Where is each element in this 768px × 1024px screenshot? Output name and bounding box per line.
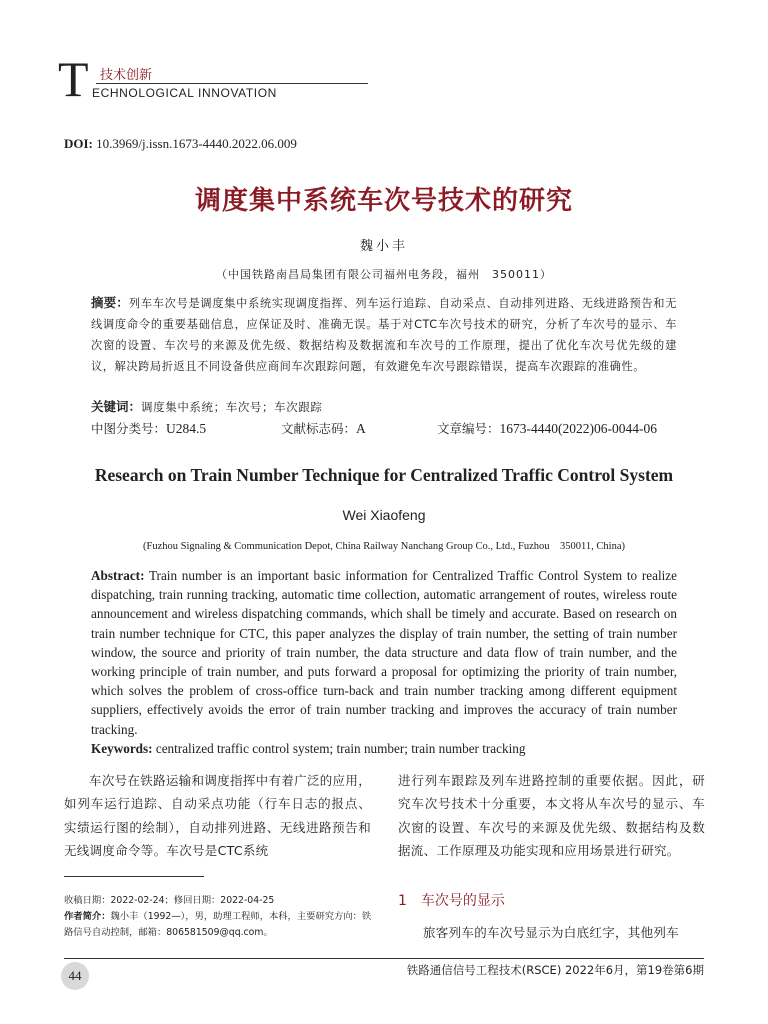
section-label-en: ECHNOLOGICAL INNOVATION xyxy=(92,86,277,100)
footnote xyxy=(64,893,374,941)
author-name-cn: 魏小丰 xyxy=(359,239,408,254)
abstract-cn-text: 列车车次号是调度集中系统实现调度指挥、列车运行追踪、自动采点、自动排列进路、无线进路预告和无线调度命令的重要基础信息，应保证及时、准确无误。基于对CTC车次号技术的研究，分析了车次号的显示、车次窗的设置、车次号的来源及优先级、数据结构及数据流和车次号的工作原理，提出了优化车次号优先级的建议，解决跨局折返且不同设备供应商间车次跟踪问题，有效避免车次号跟踪错误，提高车次跟踪的准确性。 xyxy=(91,297,677,373)
footer-divider xyxy=(64,958,704,959)
abstract-en xyxy=(91,566,677,739)
article-number-value: 1673-4440(2022)06-0044-06 xyxy=(499,421,657,436)
document-code-value: A xyxy=(356,421,366,436)
section-title: 车次号的显示 xyxy=(420,893,505,909)
footnote-author xyxy=(64,909,374,941)
doi-line xyxy=(64,136,297,152)
footnote-author-info: 魏小丰（1992—），男，助理工程师，本科，主要研究方向：铁路信号自动控制，邮箱：806581509@qq.com。 xyxy=(64,911,372,938)
keywords-cn xyxy=(91,397,323,415)
author-name-en: Wei Xiaofeng xyxy=(342,507,426,523)
keywords-en xyxy=(91,741,525,757)
article-number xyxy=(437,419,657,437)
clc-value: U284.5 xyxy=(166,421,207,436)
abstract-cn-label: 摘要： xyxy=(91,295,129,310)
page-number: 44 xyxy=(61,962,89,990)
body-right-paragraph: 进行列车跟踪及列车进路控制的重要依据。因此，研究车次号技术十分重要，本文将从车次号的显示、车次窗的设置、车次号的来源及优先级、数据结构及数据流、工作原理及功能实现和应用场景进行研究。 xyxy=(398,773,705,859)
section-number: 1 xyxy=(398,893,407,909)
header-divider xyxy=(96,83,368,84)
document-code-label: 文献标志码： xyxy=(281,421,357,436)
section-initial-letter: T xyxy=(58,51,89,107)
article-number-label: 文章编号： xyxy=(437,421,500,436)
journal-info: 铁路通信信号工程技术(RSCE) 2022年6月，第19卷第6期 xyxy=(406,963,704,977)
doi-label: DOI: xyxy=(64,136,93,151)
footnote-dates: 收稿日期：2022-02-24；修回日期：2022-04-25 xyxy=(64,895,275,906)
abstract-en-label: Abstract: xyxy=(91,568,145,583)
doi-value[interactable]: 10.3969/j.issn.1673-4440.2022.06.009 xyxy=(96,136,297,151)
paper-title-en: Research on Train Number Technique for Centralized Traffic Control System xyxy=(94,465,674,485)
body-left-paragraph: 车次号在铁路运输和调度指挥中有着广泛的应用，如列车运行追踪、自动采点功能（行车日志的报点、实绩运行图的绘制），自动排列进路、无线进路预告和无线调度命令等。车次号是CTC系统 xyxy=(64,773,371,859)
section-label-cn: 技术创新 xyxy=(100,68,153,83)
keywords-en-text: centralized traffic control system; train number; train number tracking xyxy=(155,741,526,756)
paper-title-cn: 调度集中系统车次号技术的研究 xyxy=(194,186,573,216)
footnote-author-label: 作者简介： xyxy=(64,911,111,922)
section-paragraph: 旅客列车的车次号显示为白底红字，其他列车 xyxy=(423,925,680,940)
footnote-divider xyxy=(64,876,204,877)
keywords-cn-label: 关键词： xyxy=(91,399,142,414)
abstract-cn xyxy=(91,292,677,377)
keywords-en-label: Keywords: xyxy=(91,741,153,756)
affiliation-en: (Fuzhou Signaling & Communication Depot, China Railway Nanchang Group Co., Ltd., Fuzhou 350011, China) xyxy=(143,541,625,552)
keywords-cn-text: 调度集中系统；车次号；车次跟踪 xyxy=(141,400,323,414)
abstract-en-text: Train number is an important basic information for Centralized Traffic Control System to realize dispatching, train running tracking, automatic time collection, automatic arrangement of routes, wireless route announcement and wireless dispatching commands, which shall be timely and accurate. Based on research on train number technique for CTC, this paper analyzes the display of train number, the setting of train number window, the source and priority of train number, the data structure and data flow of train number, and the working principle of train number, and puts forward a proposal for optimizing the priority of train number, which solves the problem of cross-office turn-back and train number tracking among different equipment suppliers, effectively avoids the error of train number tracking and improves the accuracy of train number tracking. xyxy=(91,568,678,737)
document-code xyxy=(281,419,366,437)
clc-label: 中图分类号： xyxy=(91,421,167,436)
section-heading xyxy=(398,890,505,910)
clc-number xyxy=(91,419,206,437)
affiliation-cn: （中国铁路南昌局集团有限公司福州电务段，福州 350011） xyxy=(216,268,552,281)
